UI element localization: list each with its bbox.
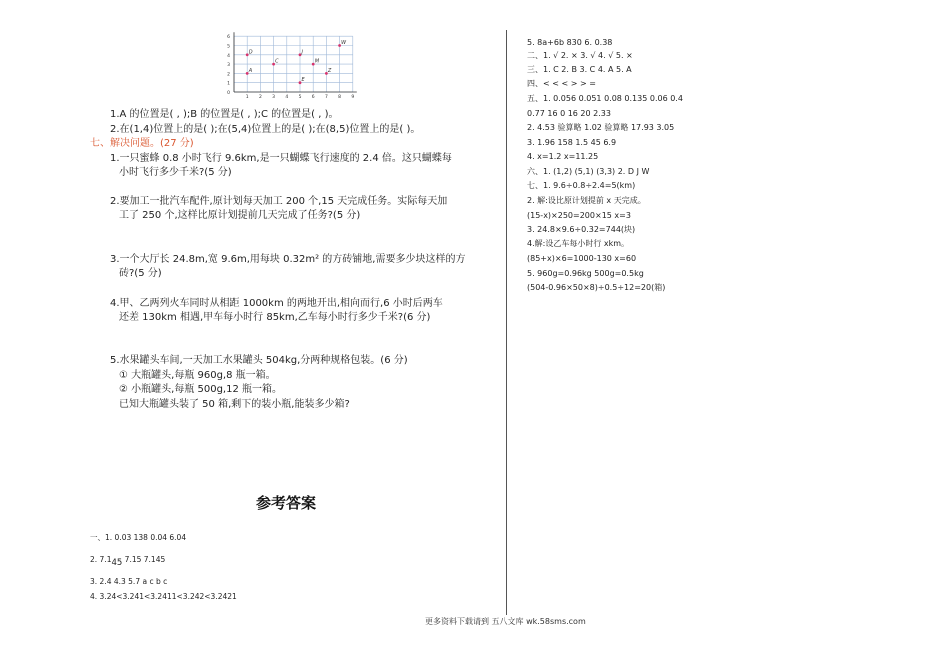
answer-key-line: 2. 解:设比原计划提前 x 天完成。: [527, 196, 646, 205]
answer-key-title: 参考答案: [256, 494, 317, 512]
answer-key-line: 3. 24.8×9.6÷0.32=744(块): [527, 225, 636, 234]
answer-key-line: 5. 960g=0.96kg 500g=0.5kg: [527, 269, 644, 278]
answer-key-line: 5. 8a+6b 830 6. 0.38: [527, 38, 613, 47]
y-tick-label: 3: [227, 63, 230, 69]
section-7-heading: 七、解决问题。(27 分): [90, 138, 194, 149]
x-tick-label: 3: [272, 95, 276, 100]
grid-point-label: D: [248, 49, 253, 56]
x-tick-label: 2: [258, 95, 262, 100]
x-tick-label: 7: [324, 95, 328, 100]
coordinate-grid: [222, 32, 355, 100]
x-tick-label: 5: [298, 95, 302, 100]
x-tick-label: 8: [338, 95, 342, 100]
page-number: 45: [111, 558, 123, 568]
grid-point-label: W: [341, 40, 347, 46]
answer-line-1: 一、1. 0.03 138 0.04 6.04: [90, 533, 187, 542]
problem-1-line-1: 1.一只蜜蜂 0.8 小时飞行 9.6km,是一只蝴蝶飞行速度的 2.4 倍。这只蝴蝶每: [110, 153, 452, 164]
y-tick-label: 2: [227, 72, 230, 78]
answer-key-line: 五、1. 0.056 0.051 0.08 0.135 0.06 0.4: [527, 94, 683, 103]
problem-3-line-1: 3.一个大厅长 24.8m,宽 9.6m,用每块 0.32m² 的方砖铺地,需要多少块这样的方: [110, 254, 466, 265]
grid-point-label: M: [314, 58, 320, 65]
answer-key-line: 3. 1.96 158 1.5 45 6.9: [527, 138, 617, 147]
x-tick-label: 1: [245, 95, 249, 100]
problem-1-line-2: 小时飞行多少千米?(5 分): [119, 167, 232, 178]
problem-4-line-1: 4.甲、乙两列火车同时从相距 1000km 的两地开出,相向而行,6 小时后两车: [110, 298, 443, 309]
answer-key-line: 二、1. √ 2. × 3. √ 4. √ 5. ×: [527, 51, 633, 60]
answer-key-line: 2. 4.53 验算略 1.02 验算略 17.93 3.05: [527, 123, 675, 132]
answer-line-4: 4. 3.24<3.241<3.2411<3.242<3.2421: [90, 592, 237, 601]
y-tick-label: 0: [227, 91, 230, 96]
answer-key-line: (15-x)×250=200×15 x=3: [527, 211, 631, 220]
answer-key-line: 四、< < < > > =: [527, 79, 596, 88]
question-1-text: 1.A 的位置是( , );B 的位置是( , );C 的位置是( , )。: [110, 109, 339, 120]
y-tick-label: 4: [227, 53, 230, 59]
y-tick-label: 5: [227, 44, 230, 50]
problem-5-line-4: 已知大瓶罐头装了 50 箱,剩下的装小瓶,能装多少箱?: [119, 399, 350, 410]
answer-key-line: 六、1. (1,2) (5,1) (3,3) 2. D J W: [527, 167, 650, 176]
answer-key-line: (504-0.96×50×8)÷0.5÷12=20(箱): [527, 283, 666, 292]
grid-point-label: E: [301, 77, 305, 84]
question-2-text: 2.在(1,4)位置上的是( );在(5,4)位置上的是( );在(8,5)位置上的是( )。: [110, 124, 421, 135]
grid-point-label: J: [301, 49, 303, 56]
problem-3-line-2: 砖?(5 分): [119, 268, 162, 279]
problem-2-line-1: 2.要加工一批汽车配件,原计划每天加工 200 个,15 天完成任务。实际每天加: [110, 196, 448, 207]
problem-5-line-1: 5.水果罐头车间,一天加工水果罐头 504kg,分两种规格包装。(6 分): [110, 355, 408, 366]
answer-key-line: 4. x=1.2 x=11.25: [527, 152, 599, 161]
y-tick-label: 6: [227, 35, 230, 41]
y-tick-label: 1: [227, 81, 230, 87]
answer-line-2: 2. 7.145 7.15 7.145: [90, 555, 166, 568]
column-divider: [506, 30, 507, 615]
answer-key-line: 七、1. 9.6÷0.8÷2.4=5(km): [527, 181, 636, 190]
problem-5-line-3: ② 小瓶罐头,每瓶 500g,12 瓶一箱。: [119, 384, 283, 395]
x-tick-label: 9: [351, 95, 355, 100]
problem-4-line-2: 还差 130km 相遇,甲车每小时行 85km,乙车每小时行多少千米?(6 分): [119, 312, 431, 323]
footer-text: 更多资料下载请到 五八文库 wk.58sms.com: [425, 617, 586, 626]
grid-point-label: Z: [327, 67, 332, 74]
answer-key-line: (85+x)×6=1000-130 x=60: [527, 254, 637, 263]
answer-key-line: 三、1. C 2. B 3. C 4. A 5. A: [527, 65, 632, 74]
grid-point-label: A: [248, 67, 253, 74]
answer-line-3: 3. 2.4 4.3 5.7 a c b c: [90, 577, 168, 586]
x-tick-label: 6: [311, 95, 315, 100]
answer-key-line: 4.解:设乙车每小时行 xkm。: [527, 239, 630, 248]
problem-2-line-2: 工了 250 个,这样比原计划提前几天完成了任务?(5 分): [119, 210, 361, 221]
problem-5-line-2: ① 大瓶罐头,每瓶 960g,8 瓶一箱。: [119, 370, 276, 381]
answer-key-line: 0.77 16 0 16 20 2.33: [527, 109, 611, 118]
grid-point-label: C: [275, 58, 279, 65]
x-tick-label: 4: [285, 95, 289, 100]
